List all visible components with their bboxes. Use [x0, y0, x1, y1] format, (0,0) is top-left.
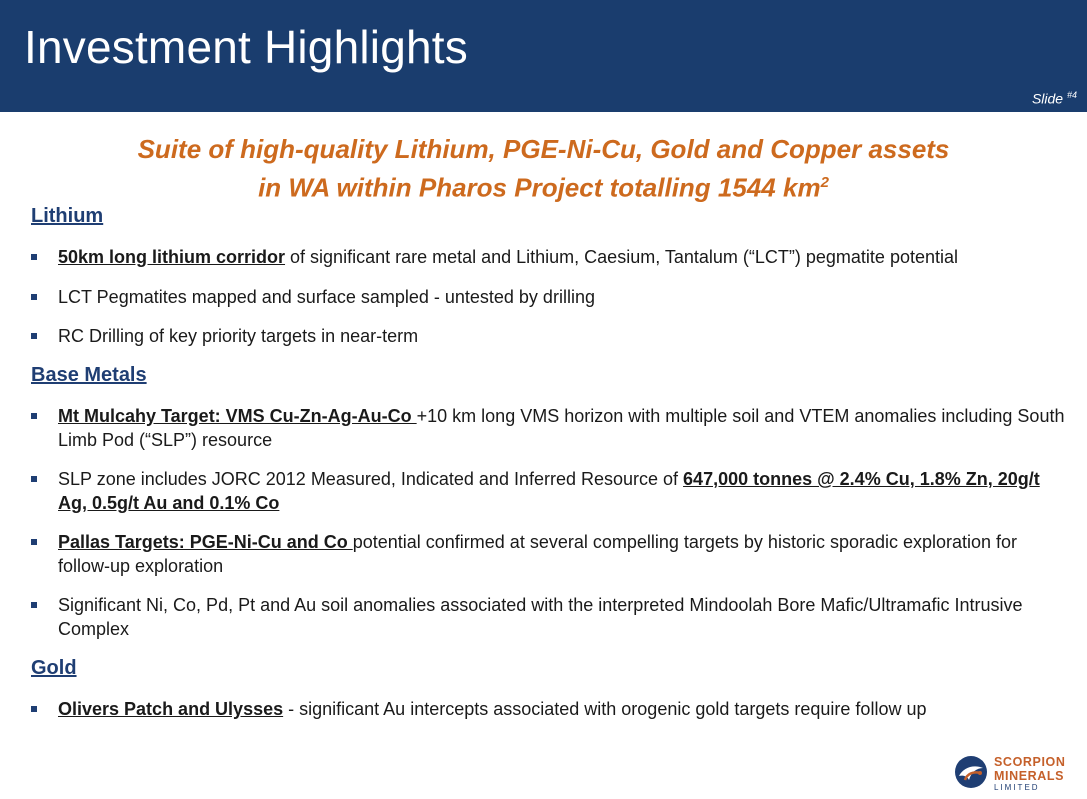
bullet-emphasis: Mt Mulcahy Target: VMS Cu-Zn-Ag-Au-Co	[58, 406, 417, 426]
bullet-text	[58, 404, 1068, 452]
subtitle-line-2	[0, 166, 1087, 205]
bullet-square-icon	[31, 294, 37, 300]
section-heading-base-metals: Base Metals	[31, 364, 147, 386]
subtitle-superscript: 2	[820, 174, 829, 191]
bullet-text	[58, 530, 1068, 578]
bullet-square-icon	[31, 706, 37, 712]
bullet-emphasis: 50km long lithium corridor	[58, 247, 286, 267]
bullet-square-icon	[31, 539, 37, 545]
logo-line-2: MINERALS	[994, 769, 1065, 783]
bullet-text: Significant Ni, Co, Pd, Pt and Au soil anomalies associated with the interpreted Mindoolah Bore Mafic/Ultramafic Intrusive Complex	[58, 595, 1023, 639]
subtitle-line-2-text: in WA within Pharos Project totalling 1544 km	[258, 172, 821, 203]
bullet-emphasis: 647,000 tonnes @ 2.4% Cu, 1.8% Zn, 20g/t Ag, 0.5g/t Au and 0.1% Co	[58, 469, 1040, 513]
bullet-body: potential confirmed at several compelling targets by historic sporadic exploration for follow-up exploration	[58, 532, 1018, 576]
section-heading-gold: Gold	[31, 657, 77, 679]
bullet-text: RC Drilling of key priority targets in near-term	[58, 326, 419, 346]
bullet-square-icon	[31, 333, 37, 339]
bullet-text	[58, 245, 1068, 269]
title-bar	[0, 0, 1087, 112]
bullet-body: +10 km long VMS horizon with multiple soil and VTEM anomalies including South Limb Pod (“SLP”) resource	[58, 406, 1065, 450]
slide-number	[1032, 90, 1077, 107]
logo-wordmark	[994, 755, 1065, 783]
bullet-emphasis: Pallas Targets: PGE-Ni-Cu and Co	[58, 532, 353, 552]
section-heading-lithium: Lithium	[31, 205, 104, 227]
bullet-square-icon	[31, 476, 37, 482]
bullet-square-icon	[31, 602, 37, 608]
slide-number-value: #4	[1066, 90, 1077, 100]
bullet-text: LCT Pegmatites mapped and surface sampled - untested by drilling	[58, 287, 595, 307]
logo-line-1: SCORPION	[994, 755, 1066, 769]
scorpion-logo-icon	[953, 754, 989, 790]
bullet-square-icon	[31, 413, 37, 419]
bullet-square-icon	[31, 254, 37, 260]
bullet-text	[58, 467, 1068, 515]
bullet-text	[58, 697, 1068, 721]
company-logo	[953, 752, 1078, 794]
bullet-emphasis: Olivers Patch and Ulysses	[58, 699, 284, 719]
slide-label: Slide	[1031, 90, 1067, 107]
slide-title: Investment Highlights	[24, 21, 468, 73]
bullet-body: - significant Au intercepts associated with orogenic gold targets require follow up	[283, 699, 927, 719]
logo-line-3: LIMITED	[994, 783, 1040, 792]
slide-subtitle	[0, 133, 1087, 205]
bullet-body: of significant rare metal and Lithium, Caesium, Tantalum (“LCT”) pegmatite potential	[285, 247, 959, 267]
bullet-body: SLP zone includes JORC 2012 Measured, Indicated and Inferred Resource of	[58, 469, 684, 489]
subtitle-line-1: Suite of high-quality Lithium, PGE-Ni-Cu, Gold and Copper assets	[137, 134, 950, 164]
